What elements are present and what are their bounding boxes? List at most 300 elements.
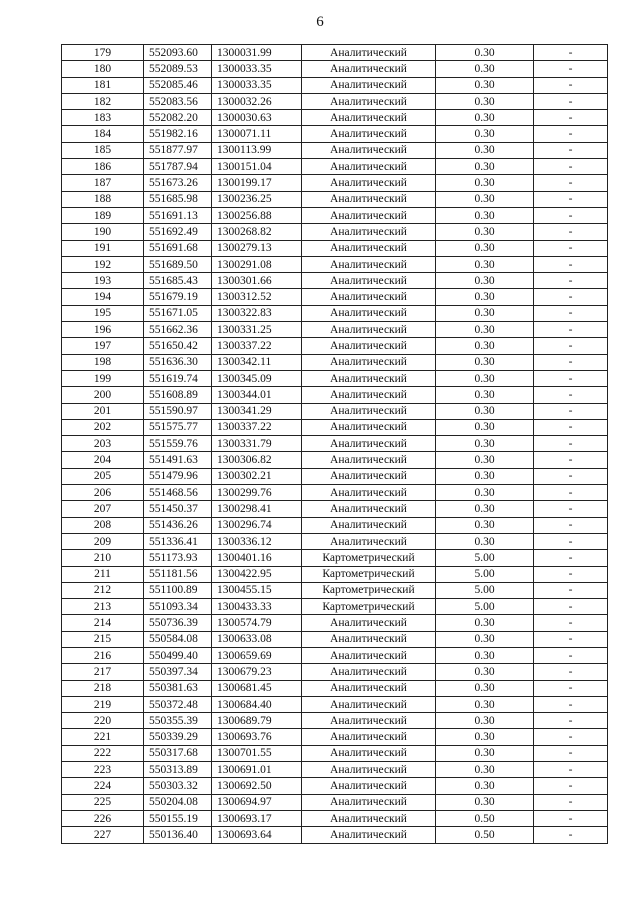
point-number-cell: 217 (62, 664, 144, 680)
point-number-cell: 205 (62, 468, 144, 484)
accuracy-cell: 0.30 (436, 126, 534, 142)
y-coordinate-cell: 1300689.79 (212, 713, 302, 729)
y-coordinate-cell: 1300691.01 (212, 762, 302, 778)
accuracy-cell: 0.30 (436, 631, 534, 647)
y-coordinate-cell: 1300433.33 (212, 599, 302, 615)
method-cell: Аналитический (302, 93, 436, 109)
accuracy-cell: 0.30 (436, 713, 534, 729)
point-number-cell: 187 (62, 175, 144, 191)
y-coordinate-cell: 1300301.66 (212, 273, 302, 289)
x-coordinate-cell: 550313.89 (144, 762, 212, 778)
method-cell: Аналитический (302, 696, 436, 712)
description-cell: - (534, 305, 608, 321)
accuracy-cell: 0.30 (436, 403, 534, 419)
x-coordinate-cell: 551691.13 (144, 207, 212, 223)
method-cell: Аналитический (302, 517, 436, 533)
accuracy-cell: 0.30 (436, 680, 534, 696)
accuracy-cell: 0.30 (436, 419, 534, 435)
y-coordinate-cell: 1300337.22 (212, 419, 302, 435)
description-cell: - (534, 501, 608, 517)
table-row (62, 370, 608, 386)
method-cell: Аналитический (302, 794, 436, 810)
y-coordinate-cell: 1300296.74 (212, 517, 302, 533)
table-row (62, 745, 608, 761)
table-row (62, 159, 608, 175)
table-row (62, 615, 608, 631)
description-cell: - (534, 322, 608, 338)
accuracy-cell: 0.30 (436, 452, 534, 468)
method-cell: Аналитический (302, 631, 436, 647)
table-row (62, 289, 608, 305)
y-coordinate-cell: 1300331.25 (212, 322, 302, 338)
coordinates-table (61, 44, 608, 844)
y-coordinate-cell: 1300032.26 (212, 93, 302, 109)
x-coordinate-cell: 550204.08 (144, 794, 212, 810)
y-coordinate-cell: 1300679.23 (212, 664, 302, 680)
method-cell: Аналитический (302, 436, 436, 452)
y-coordinate-cell: 1300345.09 (212, 370, 302, 386)
method-cell: Аналитический (302, 61, 436, 77)
accuracy-cell: 0.30 (436, 794, 534, 810)
y-coordinate-cell: 1300071.11 (212, 126, 302, 142)
description-cell: - (534, 387, 608, 403)
method-cell: Аналитический (302, 664, 436, 680)
method-cell: Аналитический (302, 207, 436, 223)
method-cell: Аналитический (302, 370, 436, 386)
point-number-cell: 227 (62, 827, 144, 843)
method-cell: Аналитический (302, 159, 436, 175)
method-cell: Аналитический (302, 175, 436, 191)
method-cell: Аналитический (302, 647, 436, 663)
accuracy-cell: 0.30 (436, 142, 534, 158)
x-coordinate-cell: 551468.56 (144, 485, 212, 501)
description-cell: - (534, 436, 608, 452)
table-row (62, 436, 608, 452)
point-number-cell: 190 (62, 224, 144, 240)
point-number-cell: 193 (62, 273, 144, 289)
method-cell: Аналитический (302, 289, 436, 305)
point-number-cell: 209 (62, 533, 144, 549)
table-row (62, 322, 608, 338)
accuracy-cell: 0.30 (436, 664, 534, 680)
y-coordinate-cell: 1300322.83 (212, 305, 302, 321)
method-cell: Аналитический (302, 142, 436, 158)
description-cell: - (534, 256, 608, 272)
accuracy-cell: 0.30 (436, 485, 534, 501)
accuracy-cell: 5.00 (436, 566, 534, 582)
point-number-cell: 194 (62, 289, 144, 305)
x-coordinate-cell: 551636.30 (144, 354, 212, 370)
table-row (62, 387, 608, 403)
method-cell: Аналитический (302, 615, 436, 631)
x-coordinate-cell: 552083.56 (144, 93, 212, 109)
table-row (62, 126, 608, 142)
description-cell: - (534, 794, 608, 810)
description-cell: - (534, 550, 608, 566)
description-cell: - (534, 191, 608, 207)
description-cell: - (534, 778, 608, 794)
method-cell: Аналитический (302, 745, 436, 761)
x-coordinate-cell: 551691.68 (144, 240, 212, 256)
x-coordinate-cell: 551685.98 (144, 191, 212, 207)
y-coordinate-cell: 1300337.22 (212, 338, 302, 354)
point-number-cell: 201 (62, 403, 144, 419)
method-cell: Картометрический (302, 599, 436, 615)
table-row (62, 631, 608, 647)
point-number-cell: 224 (62, 778, 144, 794)
x-coordinate-cell: 550736.39 (144, 615, 212, 631)
accuracy-cell: 0.30 (436, 468, 534, 484)
table-row (62, 664, 608, 680)
table-row (62, 240, 608, 256)
x-coordinate-cell: 551692.49 (144, 224, 212, 240)
accuracy-cell: 5.00 (436, 550, 534, 566)
point-number-cell: 215 (62, 631, 144, 647)
method-cell: Картометрический (302, 550, 436, 566)
description-cell: - (534, 729, 608, 745)
method-cell: Аналитический (302, 452, 436, 468)
y-coordinate-cell: 1300336.12 (212, 533, 302, 549)
method-cell: Картометрический (302, 566, 436, 582)
table-row (62, 696, 608, 712)
y-coordinate-cell: 1300659.69 (212, 647, 302, 663)
x-coordinate-cell: 551181.56 (144, 566, 212, 582)
method-cell: Аналитический (302, 810, 436, 826)
point-number-cell: 219 (62, 696, 144, 712)
table-row (62, 647, 608, 663)
description-cell: - (534, 762, 608, 778)
y-coordinate-cell: 1300031.99 (212, 45, 302, 61)
accuracy-cell: 0.30 (436, 778, 534, 794)
accuracy-cell: 0.30 (436, 207, 534, 223)
description-cell: - (534, 468, 608, 484)
y-coordinate-cell: 1300342.11 (212, 354, 302, 370)
table-row (62, 273, 608, 289)
x-coordinate-cell: 551336.41 (144, 533, 212, 549)
point-number-cell: 213 (62, 599, 144, 615)
y-coordinate-cell: 1300455.15 (212, 582, 302, 598)
point-number-cell: 204 (62, 452, 144, 468)
y-coordinate-cell: 1300279.13 (212, 240, 302, 256)
method-cell: Аналитический (302, 354, 436, 370)
accuracy-cell: 0.30 (436, 61, 534, 77)
y-coordinate-cell: 1300291.08 (212, 256, 302, 272)
table-row (62, 501, 608, 517)
description-cell: - (534, 680, 608, 696)
x-coordinate-cell: 550136.40 (144, 827, 212, 843)
method-cell: Аналитический (302, 729, 436, 745)
method-cell: Аналитический (302, 533, 436, 549)
point-number-cell: 211 (62, 566, 144, 582)
point-number-cell: 184 (62, 126, 144, 142)
y-coordinate-cell: 1300574.79 (212, 615, 302, 631)
x-coordinate-cell: 551650.42 (144, 338, 212, 354)
x-coordinate-cell: 551450.37 (144, 501, 212, 517)
point-number-cell: 200 (62, 387, 144, 403)
table-row (62, 338, 608, 354)
point-number-cell: 222 (62, 745, 144, 761)
table-row (62, 93, 608, 109)
method-cell: Аналитический (302, 224, 436, 240)
table-row (62, 354, 608, 370)
table-row (62, 452, 608, 468)
description-cell: - (534, 289, 608, 305)
y-coordinate-cell: 1300030.63 (212, 110, 302, 126)
x-coordinate-cell: 551619.74 (144, 370, 212, 386)
y-coordinate-cell: 1300681.45 (212, 680, 302, 696)
x-coordinate-cell: 550339.29 (144, 729, 212, 745)
method-cell: Аналитический (302, 256, 436, 272)
point-number-cell: 180 (62, 61, 144, 77)
y-coordinate-cell: 1300701.55 (212, 745, 302, 761)
y-coordinate-cell: 1300113.99 (212, 142, 302, 158)
table-row (62, 175, 608, 191)
accuracy-cell: 0.30 (436, 370, 534, 386)
accuracy-cell: 0.30 (436, 745, 534, 761)
x-coordinate-cell: 551685.43 (144, 273, 212, 289)
x-coordinate-cell: 550499.40 (144, 647, 212, 663)
table-row (62, 713, 608, 729)
description-cell: - (534, 452, 608, 468)
description-cell: - (534, 582, 608, 598)
method-cell: Аналитический (302, 403, 436, 419)
table-row (62, 827, 608, 843)
y-coordinate-cell: 1300331.79 (212, 436, 302, 452)
method-cell: Аналитический (302, 273, 436, 289)
table-row (62, 582, 608, 598)
x-coordinate-cell: 551689.50 (144, 256, 212, 272)
method-cell: Аналитический (302, 126, 436, 142)
y-coordinate-cell: 1300693.64 (212, 827, 302, 843)
table-row (62, 191, 608, 207)
method-cell: Аналитический (302, 240, 436, 256)
method-cell: Аналитический (302, 322, 436, 338)
description-cell: - (534, 517, 608, 533)
point-number-cell: 186 (62, 159, 144, 175)
point-number-cell: 202 (62, 419, 144, 435)
description-cell: - (534, 647, 608, 663)
point-number-cell: 179 (62, 45, 144, 61)
description-cell: - (534, 77, 608, 93)
description-cell: - (534, 45, 608, 61)
x-coordinate-cell: 551491.63 (144, 452, 212, 468)
y-coordinate-cell: 1300633.08 (212, 631, 302, 647)
point-number-cell: 192 (62, 256, 144, 272)
accuracy-cell: 0.30 (436, 338, 534, 354)
x-coordinate-cell: 551590.97 (144, 403, 212, 419)
accuracy-cell: 0.30 (436, 256, 534, 272)
description-cell: - (534, 224, 608, 240)
point-number-cell: 199 (62, 370, 144, 386)
description-cell: - (534, 175, 608, 191)
description-cell: - (534, 93, 608, 109)
accuracy-cell: 0.30 (436, 273, 534, 289)
accuracy-cell: 0.30 (436, 191, 534, 207)
description-cell: - (534, 240, 608, 256)
x-coordinate-cell: 551100.89 (144, 582, 212, 598)
point-number-cell: 203 (62, 436, 144, 452)
accuracy-cell: 5.00 (436, 582, 534, 598)
y-coordinate-cell: 1300692.50 (212, 778, 302, 794)
table-row (62, 224, 608, 240)
description-cell: - (534, 159, 608, 175)
accuracy-cell: 0.30 (436, 45, 534, 61)
table-row (62, 778, 608, 794)
x-coordinate-cell: 552093.60 (144, 45, 212, 61)
method-cell: Аналитический (302, 77, 436, 93)
table-row (62, 468, 608, 484)
x-coordinate-cell: 551787.94 (144, 159, 212, 175)
description-cell: - (534, 485, 608, 501)
point-number-cell: 208 (62, 517, 144, 533)
point-number-cell: 198 (62, 354, 144, 370)
method-cell: Аналитический (302, 485, 436, 501)
point-number-cell: 182 (62, 93, 144, 109)
y-coordinate-cell: 1300684.40 (212, 696, 302, 712)
coordinates-table-body (62, 45, 608, 844)
x-coordinate-cell: 551662.36 (144, 322, 212, 338)
method-cell: Аналитический (302, 338, 436, 354)
y-coordinate-cell: 1300199.17 (212, 175, 302, 191)
x-coordinate-cell: 551479.96 (144, 468, 212, 484)
x-coordinate-cell: 551877.97 (144, 142, 212, 158)
table-row (62, 533, 608, 549)
description-cell: - (534, 631, 608, 647)
x-coordinate-cell: 550303.32 (144, 778, 212, 794)
y-coordinate-cell: 1300299.76 (212, 485, 302, 501)
point-number-cell: 189 (62, 207, 144, 223)
method-cell: Аналитический (302, 680, 436, 696)
description-cell: - (534, 419, 608, 435)
table-row (62, 485, 608, 501)
y-coordinate-cell: 1300422.95 (212, 566, 302, 582)
description-cell: - (534, 810, 608, 826)
x-coordinate-cell: 550355.39 (144, 713, 212, 729)
table-row (62, 256, 608, 272)
table-row (62, 566, 608, 582)
y-coordinate-cell: 1300306.82 (212, 452, 302, 468)
method-cell: Аналитический (302, 305, 436, 321)
accuracy-cell: 0.30 (436, 354, 534, 370)
description-cell: - (534, 207, 608, 223)
accuracy-cell: 0.30 (436, 517, 534, 533)
accuracy-cell: 0.30 (436, 533, 534, 549)
point-number-cell: 183 (62, 110, 144, 126)
point-number-cell: 191 (62, 240, 144, 256)
method-cell: Аналитический (302, 419, 436, 435)
point-number-cell: 181 (62, 77, 144, 93)
table-row (62, 550, 608, 566)
x-coordinate-cell: 551673.26 (144, 175, 212, 191)
point-number-cell: 207 (62, 501, 144, 517)
method-cell: Аналитический (302, 191, 436, 207)
point-number-cell: 197 (62, 338, 144, 354)
table-row (62, 419, 608, 435)
point-number-cell: 196 (62, 322, 144, 338)
y-coordinate-cell: 1300693.76 (212, 729, 302, 745)
description-cell: - (534, 566, 608, 582)
description-cell: - (534, 354, 608, 370)
method-cell: Аналитический (302, 762, 436, 778)
point-number-cell: 212 (62, 582, 144, 598)
y-coordinate-cell: 1300302.21 (212, 468, 302, 484)
method-cell: Аналитический (302, 387, 436, 403)
y-coordinate-cell: 1300341.29 (212, 403, 302, 419)
method-cell: Картометрический (302, 582, 436, 598)
method-cell: Аналитический (302, 778, 436, 794)
point-number-cell: 188 (62, 191, 144, 207)
accuracy-cell: 0.30 (436, 93, 534, 109)
y-coordinate-cell: 1300312.52 (212, 289, 302, 305)
table-row (62, 77, 608, 93)
x-coordinate-cell: 551173.93 (144, 550, 212, 566)
x-coordinate-cell: 552085.46 (144, 77, 212, 93)
x-coordinate-cell: 550584.08 (144, 631, 212, 647)
table-row (62, 680, 608, 696)
description-cell: - (534, 696, 608, 712)
point-number-cell: 220 (62, 713, 144, 729)
method-cell: Аналитический (302, 713, 436, 729)
x-coordinate-cell: 550381.63 (144, 680, 212, 696)
y-coordinate-cell: 1300033.35 (212, 61, 302, 77)
accuracy-cell: 0.50 (436, 810, 534, 826)
accuracy-cell: 0.30 (436, 696, 534, 712)
table-row (62, 762, 608, 778)
table-row (62, 61, 608, 77)
accuracy-cell: 0.30 (436, 762, 534, 778)
point-number-cell: 206 (62, 485, 144, 501)
y-coordinate-cell: 1300256.88 (212, 207, 302, 223)
point-number-cell: 185 (62, 142, 144, 158)
x-coordinate-cell: 551575.77 (144, 419, 212, 435)
accuracy-cell: 0.30 (436, 436, 534, 452)
description-cell: - (534, 61, 608, 77)
point-number-cell: 216 (62, 647, 144, 663)
y-coordinate-cell: 1300236.25 (212, 191, 302, 207)
y-coordinate-cell: 1300298.41 (212, 501, 302, 517)
accuracy-cell: 0.30 (436, 729, 534, 745)
x-coordinate-cell: 550317.68 (144, 745, 212, 761)
description-cell: - (534, 713, 608, 729)
accuracy-cell: 0.30 (436, 77, 534, 93)
point-number-cell: 221 (62, 729, 144, 745)
description-cell: - (534, 110, 608, 126)
point-number-cell: 210 (62, 550, 144, 566)
description-cell: - (534, 338, 608, 354)
y-coordinate-cell: 1300344.01 (212, 387, 302, 403)
description-cell: - (534, 403, 608, 419)
accuracy-cell: 0.30 (436, 387, 534, 403)
x-coordinate-cell: 550155.19 (144, 810, 212, 826)
table-row (62, 305, 608, 321)
y-coordinate-cell: 1300694.97 (212, 794, 302, 810)
y-coordinate-cell: 1300401.16 (212, 550, 302, 566)
method-cell: Аналитический (302, 45, 436, 61)
table-row (62, 517, 608, 533)
x-coordinate-cell: 551093.34 (144, 599, 212, 615)
accuracy-cell: 0.30 (436, 615, 534, 631)
method-cell: Аналитический (302, 827, 436, 843)
point-number-cell: 225 (62, 794, 144, 810)
page-number: 6 (316, 14, 324, 30)
x-coordinate-cell: 550397.34 (144, 664, 212, 680)
table-row (62, 599, 608, 615)
description-cell: - (534, 273, 608, 289)
table-row (62, 110, 608, 126)
description-cell: - (534, 142, 608, 158)
point-number-cell: 223 (62, 762, 144, 778)
accuracy-cell: 0.30 (436, 159, 534, 175)
